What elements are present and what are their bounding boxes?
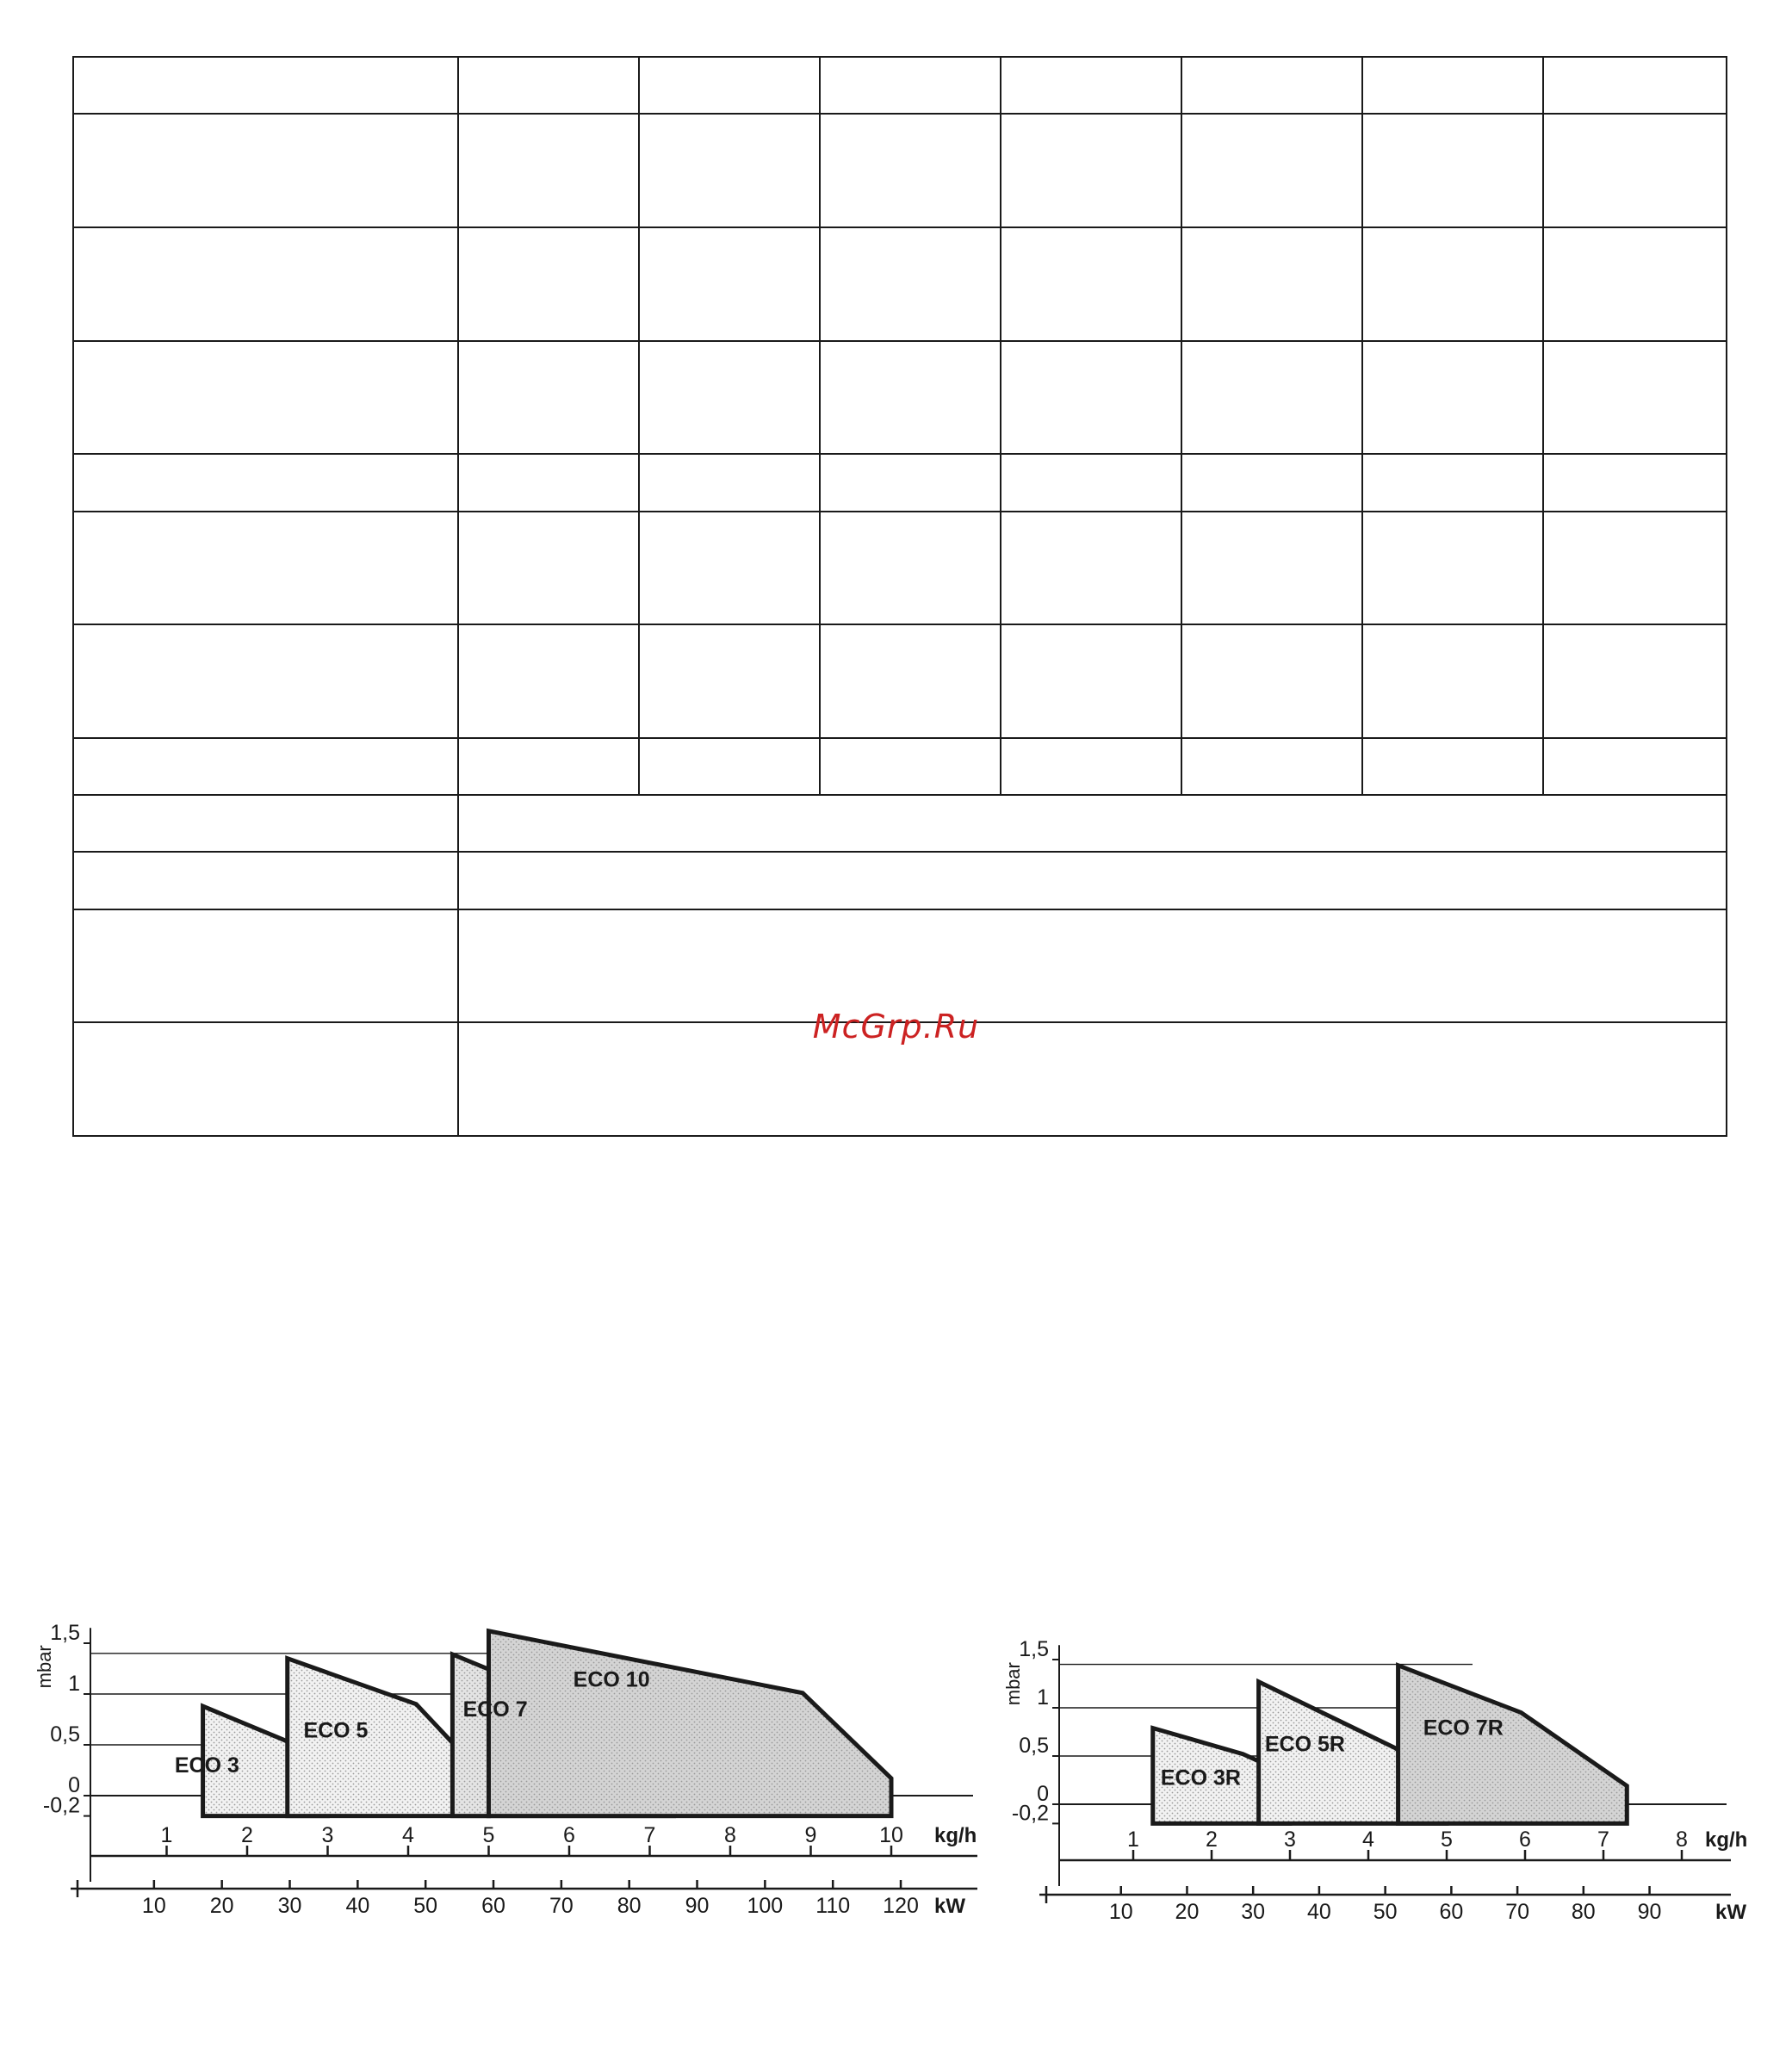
x-secondary-tick-label: 50 [413,1894,438,1918]
table-cell [1181,227,1362,341]
table-cell [73,852,458,909]
x-secondary-tick-label: 40 [1307,1900,1331,1924]
table-cell [1543,57,1727,114]
y-tick-label: 0 [1037,1782,1049,1806]
table-row [73,738,1727,795]
table-cell [1362,738,1543,795]
table-cell [458,795,1727,852]
x-secondary-tick-label: 90 [685,1894,710,1918]
y-tick-label: 0,5 [50,1722,80,1747]
table-cell [73,512,458,625]
table-cell [1001,57,1181,114]
table-cell [820,227,1001,341]
region-label: ECO 10 [573,1667,650,1692]
table-cell [639,738,820,795]
x-tick-label: 1 [1127,1828,1139,1852]
table-cell [458,738,639,795]
x-tick-label: 10 [879,1823,903,1847]
table-row [73,512,1727,625]
table-cell [1001,114,1181,227]
watermark-text: McGrp.Ru [812,1008,980,1046]
x-tick-label: 2 [241,1823,253,1847]
y-tick-label: 1,5 [50,1621,80,1645]
x-secondary-tick-label: 30 [277,1894,302,1918]
table-cell [73,795,458,852]
spec-table [72,56,1727,1137]
table-cell [1181,738,1362,795]
y-tick-label: 1 [68,1672,80,1696]
table-cell [458,341,639,455]
y-tick-label: -0,2 [1011,1801,1049,1826]
region-label: ECO 3 [174,1753,239,1778]
x-tick-label: 6 [563,1823,575,1847]
table-cell [1181,454,1362,511]
x-tick-label: 6 [1519,1828,1531,1852]
x-secondary-tick-label: 110 [815,1894,851,1918]
table-cell [1181,512,1362,625]
x-axis-unit-kw: kW [1715,1901,1746,1924]
region-label: ECO 5R [1264,1732,1345,1757]
x-axis-unit-kgh: kg/h [934,1824,977,1847]
table-cell [1001,738,1181,795]
table-cell [639,624,820,738]
table-cell [1362,512,1543,625]
table-cell [1543,624,1727,738]
y-tick-label: 0 [68,1773,80,1797]
table-cell [73,624,458,738]
table-cell [1362,454,1543,511]
table-cell [73,909,458,1023]
x-axis-unit-kw: kW [934,1895,965,1918]
x-tick-label: 8 [1676,1828,1688,1852]
y-tick-label: -0,2 [42,1793,80,1818]
x-tick-label: 2 [1206,1828,1218,1852]
x-secondary-tick-label: 70 [1505,1900,1530,1924]
table-cell [1001,454,1181,511]
table-cell [1362,624,1543,738]
x-secondary-tick-label: 30 [1241,1900,1266,1924]
x-secondary-tick-label: 90 [1637,1900,1662,1924]
x-secondary-tick-label: 60 [1439,1900,1464,1924]
region-label: ECO 3R [1160,1765,1241,1790]
table-cell [1362,341,1543,455]
table-cell [820,738,1001,795]
x-tick-label: 4 [1362,1828,1374,1852]
y-tick-label: 1,5 [1019,1637,1049,1661]
table-cell [820,624,1001,738]
table-cell [820,512,1001,625]
table-cell [639,114,820,227]
table-row [73,227,1727,341]
table-cell [1001,227,1181,341]
table-row [73,57,1727,114]
table-cell [1543,738,1727,795]
table-cell [1543,227,1727,341]
chart-eco-r-burners [1002,1455,1774,1938]
table-cell [73,114,458,227]
y-axis-label: mbar [34,1645,55,1689]
table-cell [1362,227,1543,341]
table-cell [1181,624,1362,738]
x-secondary-tick-label: 10 [141,1894,166,1918]
table-cell [1181,57,1362,114]
table-cell [639,227,820,341]
x-secondary-tick-label: 20 [209,1894,234,1918]
table-cell [820,341,1001,455]
x-tick-label: 5 [1441,1828,1453,1852]
table-cell [1543,341,1727,455]
table-row [73,852,1727,909]
x-secondary-tick-label: 70 [549,1894,574,1918]
table-cell [639,341,820,455]
table-cell [73,57,458,114]
y-tick-label: 0,5 [1019,1734,1049,1758]
x-secondary-tick-label: 80 [1571,1900,1596,1924]
table-cell [639,512,820,625]
table-cell [458,909,1727,1023]
x-secondary-tick-label: 80 [617,1894,642,1918]
region-label: ECO 7 [462,1697,528,1722]
table-cell [820,57,1001,114]
table-cell [458,57,639,114]
region-eco-10 [489,1631,892,1816]
table-cell [1362,57,1543,114]
table-cell [458,852,1727,909]
table-cell [1543,454,1727,511]
y-axis-label: mbar [1002,1662,1024,1706]
table-row [73,909,1727,1023]
table-cell [1001,341,1181,455]
x-tick-label: 9 [804,1823,817,1847]
table-cell [458,114,639,227]
x-tick-label: 5 [482,1823,495,1847]
table-row [73,454,1727,511]
table-cell [1543,512,1727,625]
x-axis-unit-kgh: kg/h [1705,1828,1748,1852]
table-cell [1362,114,1543,227]
table-cell [1001,512,1181,625]
table-row [73,114,1727,227]
region-label: ECO 7R [1423,1716,1504,1741]
table-cell [458,454,639,511]
table-cell [820,114,1001,227]
y-tick-label: 1 [1037,1685,1049,1710]
table-cell [1181,114,1362,227]
table-cell [73,454,458,511]
x-secondary-tick-label: 40 [345,1894,370,1918]
table-cell [1001,624,1181,738]
x-tick-label: 4 [402,1823,414,1847]
table-row [73,624,1727,738]
table-cell [458,624,639,738]
x-secondary-tick-label: 60 [481,1894,505,1918]
table-cell [73,341,458,455]
x-tick-label: 3 [321,1823,334,1847]
x-tick-label: 7 [1597,1828,1609,1852]
x-secondary-tick-label: 120 [883,1894,919,1918]
x-secondary-tick-label: 50 [1373,1900,1398,1924]
table-row [73,795,1727,852]
x-tick-label: 1 [160,1823,173,1847]
table-cell [1181,341,1362,455]
x-secondary-tick-label: 10 [1108,1900,1133,1924]
x-secondary-tick-label: 20 [1175,1900,1200,1924]
table-cell [639,57,820,114]
region-eco-7r [1398,1666,1628,1824]
table-cell [820,454,1001,511]
x-secondary-tick-label: 100 [747,1894,784,1918]
chart-eco-burners [34,1434,982,1933]
table-cell [73,738,458,795]
x-tick-label: 8 [724,1823,736,1847]
table-cell [458,227,639,341]
table-row [73,341,1727,455]
x-tick-label: 3 [1284,1828,1296,1852]
region-label: ECO 5 [303,1718,369,1743]
table-cell [73,227,458,341]
table-cell [639,454,820,511]
table-cell [1543,114,1727,227]
table-cell [458,512,639,625]
x-tick-label: 7 [643,1823,656,1847]
